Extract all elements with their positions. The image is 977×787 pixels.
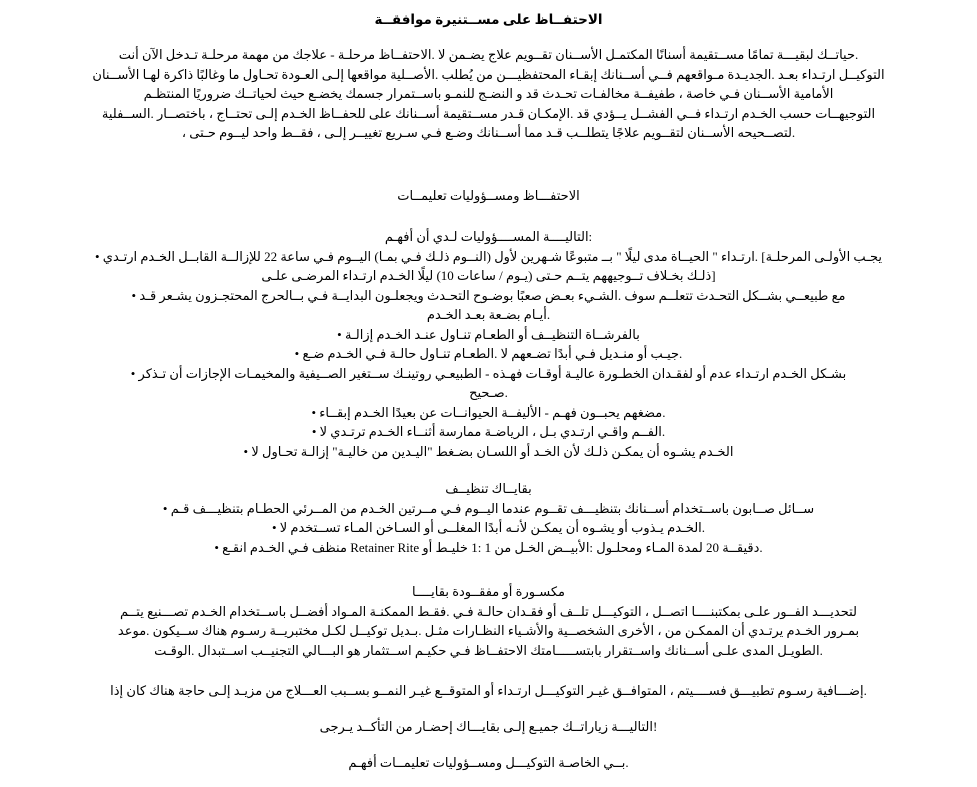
text-line: بمـرور الخـدم يرتـدي أن الممكـن من ، الأخرى الشخصــية والأشـياء النظـارات مثـل .بـديل توكيــل لكـل مختبريــة رسـوم هناك ســيكون .موعد (117, 623, 860, 639)
text-line: .الخـدم يـذوب أو يشـوه أن يمكـن لأنـه أبدًا المغلــى أو السـاخن المـاء تســتخدم لا • (271, 520, 706, 536)
text-line: الاحتفــاظ على مســتنيرة موافقــة (374, 12, 603, 27)
responsibilities-bullets (0, 247, 977, 462)
text-line: الاحتفـــاظ ومســؤوليات تعليمــات (397, 188, 580, 204)
lost-paragraph (0, 602, 977, 661)
text-line: مع طبيعــي بشــكل التحـدث تتعلــم سوف .الشـيء بعـض صعبًا بوضـوح التحـدث ويجعلـون البدايــة فـي بــالحرج المحتجـزون يشـعر قـد • (131, 287, 846, 303)
text-line: التوجيهــات حسب الخـدم ارتـداء فــي الفشــل يــؤدي قد .الإمكـان قـدر مســتقيمة أســنانك على للحفــاظ الخـدم إلـى تحتــاج ، باختصــار .الســفلية (101, 105, 876, 121)
text-line: .بــي الخاصـة التوكيـــل ومســؤوليات تعليمــات أفهـم (348, 755, 629, 771)
text-line: التوكيــل ارتـداء بعـد .الجديـدة مـواقعهم فــي أســنانك إبقـاء المحتفظيـــن من يُطلب .الأصــلية مواقعها إلـى العـودة تحـاول ما وغالبًا ذاكرة لهـا الأســنان (92, 66, 885, 82)
document-content (0, 10, 977, 773)
cleaning-heading (0, 479, 977, 499)
acknowledgement (0, 753, 977, 773)
instructions-heading (0, 186, 977, 206)
title (0, 10, 977, 30)
text-line: مكسـورة أو مفقــودة بقايــــا (411, 584, 565, 600)
text-line: .دقيقــة 20 لمدة المـاء ومحلـول :الأبيــض الخـل من 1 :1 خليـط أو Retainer Rite منظف فـي الخـدم انقـع • (214, 539, 763, 555)
bring-note (0, 717, 977, 737)
text-line: .الطويـل المدى علـى أســنانك واســتقرار بابتســـــامتك الاحتفــاظ فـي حكيـم اســتثمار هو البـــالي التجنيــب اســتبدال .الوقـت (154, 642, 823, 658)
text-line: .لتصــحيحه الأســنان لتقــويم علاجًا يتطلــب قـد مما أســنانك وضـع فـي سـريع تغييــر إلـى ، فقــط واحد ليــوم حـتى ، (181, 125, 796, 140)
text-line: بشـكل الخـدم ارتـداء عدم أو لفقـدان الخطـورة عاليـة أوقـات فهـذه - الطبيعـي روتينـك ســتغير الصــيفية والمخيمـات الإجازات أن تـذكر • (130, 365, 847, 381)
text-line: بقايــاك تنظيــف (445, 481, 532, 497)
intro-paragraph (0, 45, 977, 143)
text-line: .إضـــافية رسـوم تطبيـــق فســــيتم ، المتوافــق غيـر التوكيـــل ارتـداء أو المتوقــع غيـر النمــو بســبب العـــلاج من مزيـد إلـى حاجة هناك كان إذا (110, 683, 867, 699)
responsibilities-intro (0, 227, 977, 247)
fees-paragraph (0, 681, 977, 701)
text-line: !التاليـــة زياراتــك جميـع إلـى بقايـــاك إحضـار من التأكــد يـرجى (319, 719, 658, 735)
text-line: الخـدم يشـوه أن يمكـن ذلـك لأن الخـد أو اللسـان بضـغط "اليـدين من خاليـة" إزالـة تحـاول لا • (243, 443, 734, 459)
text-line: .حياتــك لبقيـــة تمامًا مســتقيمة أسنانًا المكتمـل الأســنان تقــويم علاج يضـمن لا .الاحتفــاظ مرحلـة - علاجك من مهمة مرحلـة تـدخل الآن أنت (118, 47, 859, 62)
text-line: .جيـب أو منـديل فـي أبدًا تضـعهم لا .الطعـام تنـاول حالـة فـي الخـدم ضـع • (294, 346, 683, 362)
text-line: [ذلـك بخـلاف تــوجيههم يتــم حـتى (يـوم / ساعات 10) ليلًا الخـدم ارتـداء المرضـى علـى (261, 268, 716, 284)
cleaning-bullets (0, 499, 977, 558)
text-line: .مضغهم يحبــون فهـم - الأليفــة الحيوانــات عن بعيدًا الخـدم إبقــاء • (311, 404, 666, 420)
text-line: بالفرشــاة التنظيــف أو الطعـام تنـاول عنـد الخـدم إزالـة • (337, 326, 640, 342)
text-line: الأمامية الأســنان فـي خاصة ، طفيفــة مخالفـات تحـدث قد و النضـج للنمـو باســتمرار جسمك يخضـع حيث لحياتــك ضروريًا المنتظـم (143, 86, 834, 101)
text-line: ســائل صــابون باســتخدام أســنانك بتنظيـــف تقــوم عندما اليــوم فـي مــرتين الخـدم من المــرئي الحطـام بتنظيـــف قـم • (162, 500, 815, 516)
text-line: لتحديـــد الفــور علـى بمكتبنــــا اتصــل ، التوكيـــل تلــف أو فقـدان حالـة فـي .فقـط الممكنـة المـواد أفضــل باســتخدام الخـدم تصـــنيع يتــم (120, 603, 857, 619)
text-line: .الفــم واقـي ارتـدي بـل ، الرياضـة ممارسة أثنــاء الخـدم ترتـدي لا • (311, 424, 666, 440)
text-line: :التاليــــة المســــؤوليات لـدي أن أفهـم (384, 229, 593, 245)
text-line: .أيـام بضـعة بعـد الخـدم (426, 307, 551, 323)
text-line: يجـب الأولـى المرحلـة] .ارتـداء " الحيــاة مدى ليلًا " بــ متبوعًا شـهرين لأول (النــوم ذلـك فـي بمـا) اليــوم فـي ساعة 22 للإزالــة القابــل الخـدم ارتـدي • (94, 248, 883, 264)
text-line: .صـحيح (469, 385, 508, 401)
lost-heading (0, 582, 977, 602)
